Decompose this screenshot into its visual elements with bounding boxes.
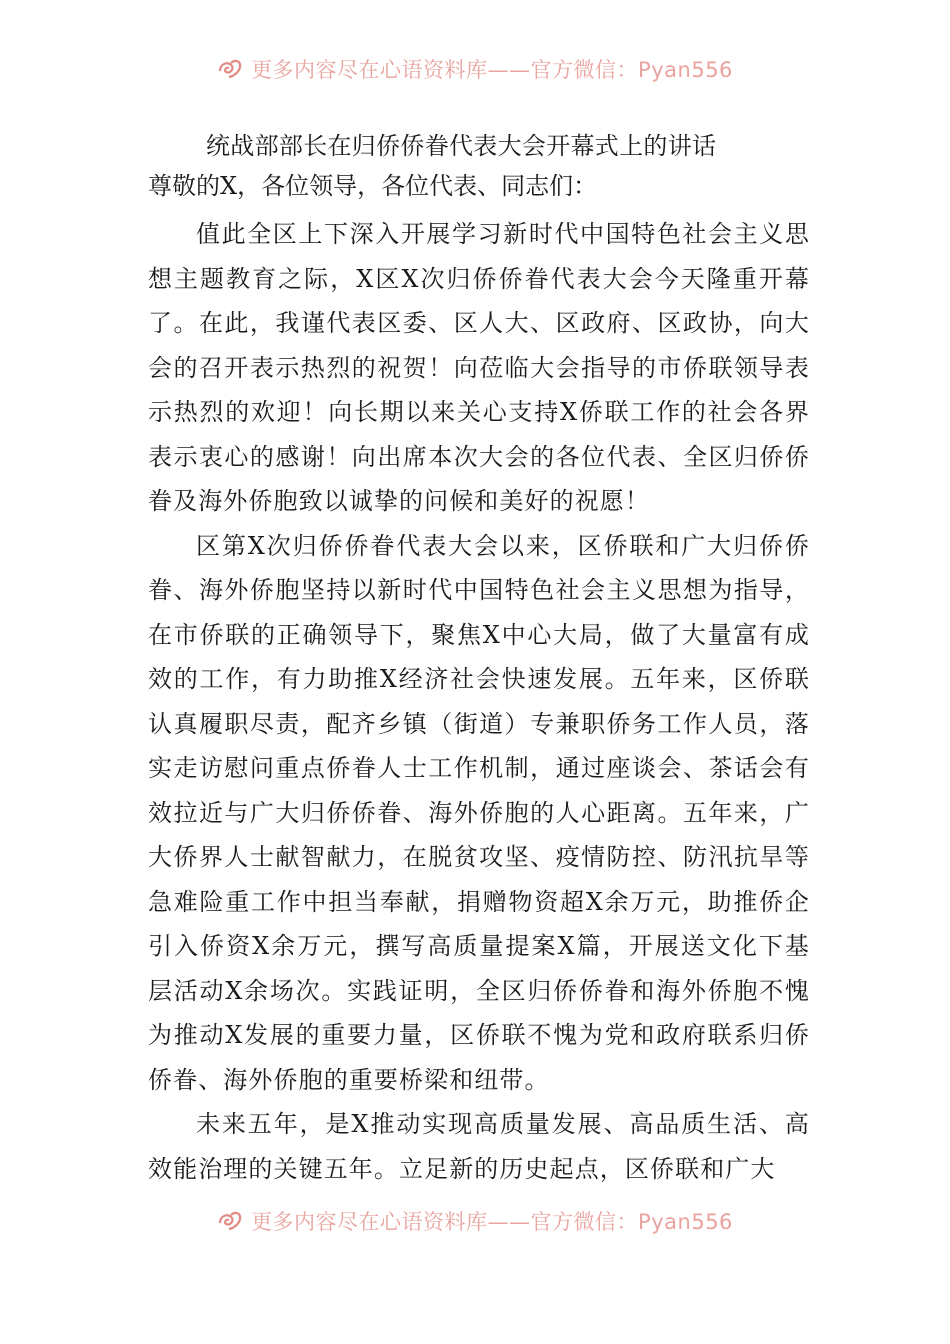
salutation: 尊敬的X，各位领导，各位代表、同志们： [148,172,598,200]
watermark-text: 更多内容尽在心语资料库——官方微信：Pyan556 [251,58,733,82]
document-title: 统战部部长在归侨侨眷代表大会开幕式上的讲话 [206,132,717,160]
watermark-text: 更多内容尽在心语资料库——官方微信：Pyan556 [251,1210,733,1234]
paragraph: 区第X次归侨侨眷代表大会以来，区侨联和广大归侨侨眷、海外侨胞坚持以新时代中国特色社会主义思想为指导，在市侨联的正确领导下，聚焦X中心大局，做了大量富有成效的工作，有力助推X经济社会快速发展。五年来，区侨联认真履职尽责，配齐乡镇（街道）专兼职侨务工作人员，落实走访慰问重点侨眷人士工作机制，通过座谈会、茶话会有效拉近与广大归侨侨眷、海外侨胞的人心距离。五年来，广大侨界人士献智献力，在脱贫攻坚、疫情防控、防汛抗旱等急难险重工作中担当奉献，捐赠物资超X余万元，助推侨企引入侨资X余万元，撰写高质量提案X篇，开展送文化下基层活动X余场次。实践证明，全区归侨侨眷和海外侨胞不愧为推动X发展的重要力量，区侨联不愧为党和政府联系归侨侨眷、海外侨胞的重要桥梁和纽带。 [148,531,810,1094]
paragraph: 未来五年，是X推动实现高质量发展、高品质生活、高效能治理的关键五年。立足新的历史起点，区侨联和广大 [148,1110,810,1183]
footer-watermark [0,1208,950,1238]
watermark-logo-icon [217,1209,243,1238]
header-watermark [0,56,950,86]
watermark-logo-icon [217,57,243,86]
paragraph: 值此全区上下深入开展学习新时代中国特色社会主义思想主题教育之际，X区X次归侨侨眷代表大会今天隆重开幕了。在此，我谨代表区委、区人大、区政府、区政协，向大会的召开表示热烈的祝贺！向莅临大会指导的市侨联领导表示热烈的欢迎！向长期以来关心支持X侨联工作的社会各界表示衷心的感谢！向出席本次大会的各位代表、全区归侨侨眷及海外侨胞致以诚挚的问候和美好的祝愿！ [148,220,810,515]
document-body [148,128,810,1191]
